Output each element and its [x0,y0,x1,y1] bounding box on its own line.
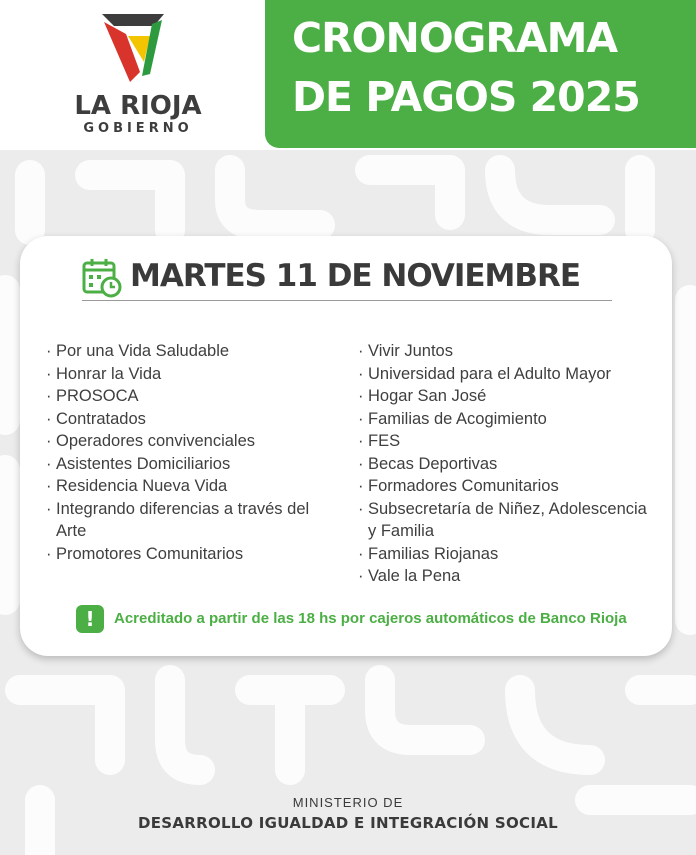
program-list-left [46,340,336,565]
list-item: · Hogar San José [358,385,658,408]
list-item: · Becas Deportivas [358,453,658,476]
payment-date: MARTES 11 DE NOVIEMBRE [130,258,581,294]
title-banner [265,0,696,148]
calendar-clock-icon [82,258,122,298]
date-heading [82,254,642,298]
list-item: · Familias Riojanas [358,543,658,566]
list-item: · Promotores Comunitarios [46,543,336,566]
payment-notice [76,605,636,635]
la-rioja-logo [58,12,218,136]
list-item: · Por una Vida Saludable [46,340,336,363]
divider [82,300,612,301]
exclamation-icon: ! [76,605,104,633]
ministry-label: MINISTERIO DE [292,795,404,810]
list-item: · Honrar la Vida [46,363,336,386]
list-item: · Vale la Pena [358,565,658,588]
program-list-right [358,340,658,588]
list-item: · Familias de Acogimiento [358,408,658,431]
list-item: · Vivir Juntos [358,340,658,363]
list-item: · Residencia Nueva Vida [46,475,336,498]
notice-text: Acreditado a partir de las 18 hs por cajeros automáticos de Banco Rioja [114,610,627,627]
list-item: · Operadores convivenciales [46,430,336,453]
list-item: · Universidad para el Adulto Mayor [358,363,658,386]
title-line-2: DE PAGOS 2025 [292,73,640,121]
list-item: · Subsecretaría de Niñez, Adolescencia y Familia [358,498,658,543]
title-line-1: CRONOGRAMA [292,14,618,62]
list-item: · Contratados [46,408,336,431]
list-item: · Integrando diferencias a través del Arte [46,498,336,543]
ministry-name: DESARROLLO IGUALDAD E INTEGRACIÓN SOCIAL [137,814,558,832]
logo-subtitle: GOBIERNO [83,121,193,136]
header [0,0,696,150]
logo-name: LA RIOJA [74,91,202,121]
list-item: · Formadores Comunitarios [358,475,658,498]
list-item: · Asistentes Domiciliarios [46,453,336,476]
list-item: · FES [358,430,658,453]
la-rioja-emblem-icon [100,12,166,84]
list-item: · PROSOCA [46,385,336,408]
schedule-card [20,236,672,656]
